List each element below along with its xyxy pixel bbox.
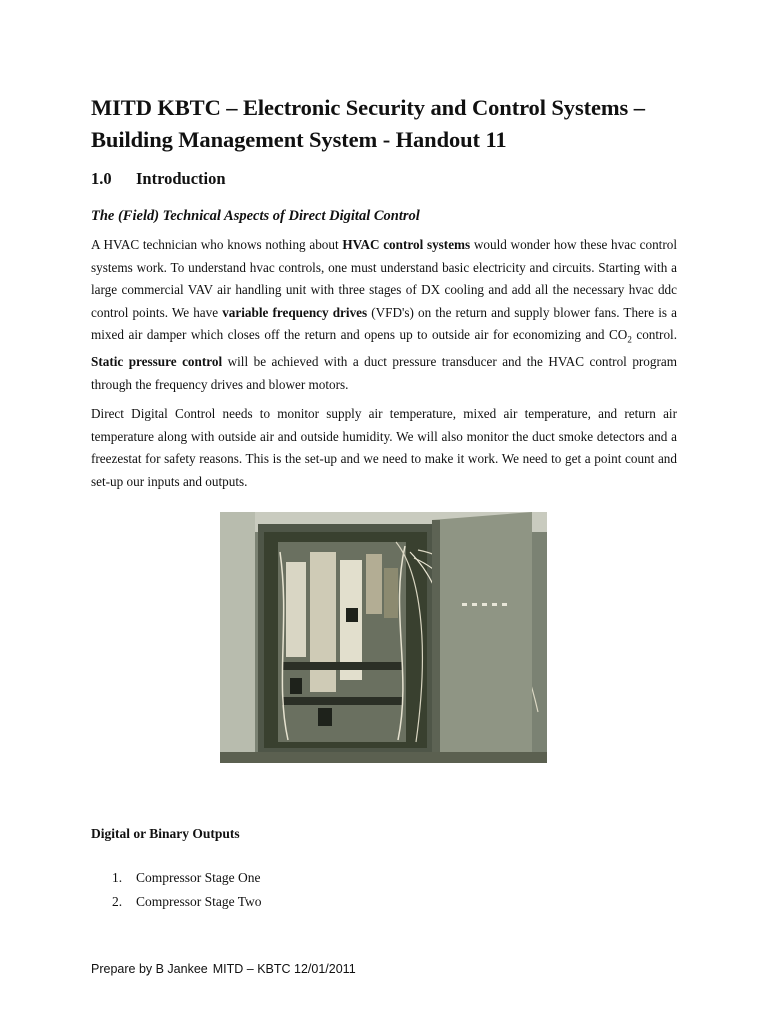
section-number: 1.0 [91,169,112,188]
outputs-heading: Digital or Binary Outputs [91,826,240,841]
intro-paragraph [91,234,677,396]
bold-term: Static pressure control [91,354,223,370]
outputs-list [112,866,262,914]
paragraph-text: A HVAC technician who knows nothing about [91,237,343,252]
section-title: Introduction [136,169,226,188]
section-heading [91,168,226,190]
list-item-number: 1. [112,870,123,885]
bold-term: HVAC control systems [342,237,471,252]
list-item-number: 2. [112,894,123,909]
paragraph-text: (VFD's) on the return and supply blower fans. There is a mixed air damper which closes off the return and opens up to outside air for economizing and CO [91,304,677,342]
paragraph-text: would wonder how these hvac control systems work. To understand hvac controls, one must understand basic electricity and circuits. Starting with a large commercial VAV air handling unit with three stages of DX cooling and add all the necessary hvac ddc control points. We have [91,237,677,320]
list-item-label: Compressor Stage Two [136,894,262,909]
page-footer [91,960,356,978]
paragraph-text: control. [631,327,678,342]
control-panel-photo [220,512,547,763]
ddc-paragraph: Direct Digital Control needs to monitor supply air temperature, mixed air temperature, and return air temperature along with outside air and outside humidity. We will also monitor the duct smoke detectors and a freezestat for safety reasons. This is the set-up and we need to make it work. We need to get a point count and set-up our inputs and outputs. [91,406,677,489]
bold-term: variable frequency drives [222,304,368,320]
footer-author: Prepare by B Jankee [91,962,208,976]
subscript: 2 [627,334,632,345]
paragraph-text: will be achieved with a duct pressure transducer and the HVAC control program through the frequency drives and blower motors. [91,354,677,392]
document-title: MITD KBTC – Electronic Security and Control Systems – Building Management System - Handout 11 [91,95,645,152]
list-item-label: Compressor Stage One [136,870,261,885]
list-item [112,890,262,914]
list-item [112,866,262,890]
footer-org-date: MITD – KBTC 12/01/2011 [212,962,356,976]
subheading: The (Field) Technical Aspects of Direct Digital Control [91,208,420,224]
